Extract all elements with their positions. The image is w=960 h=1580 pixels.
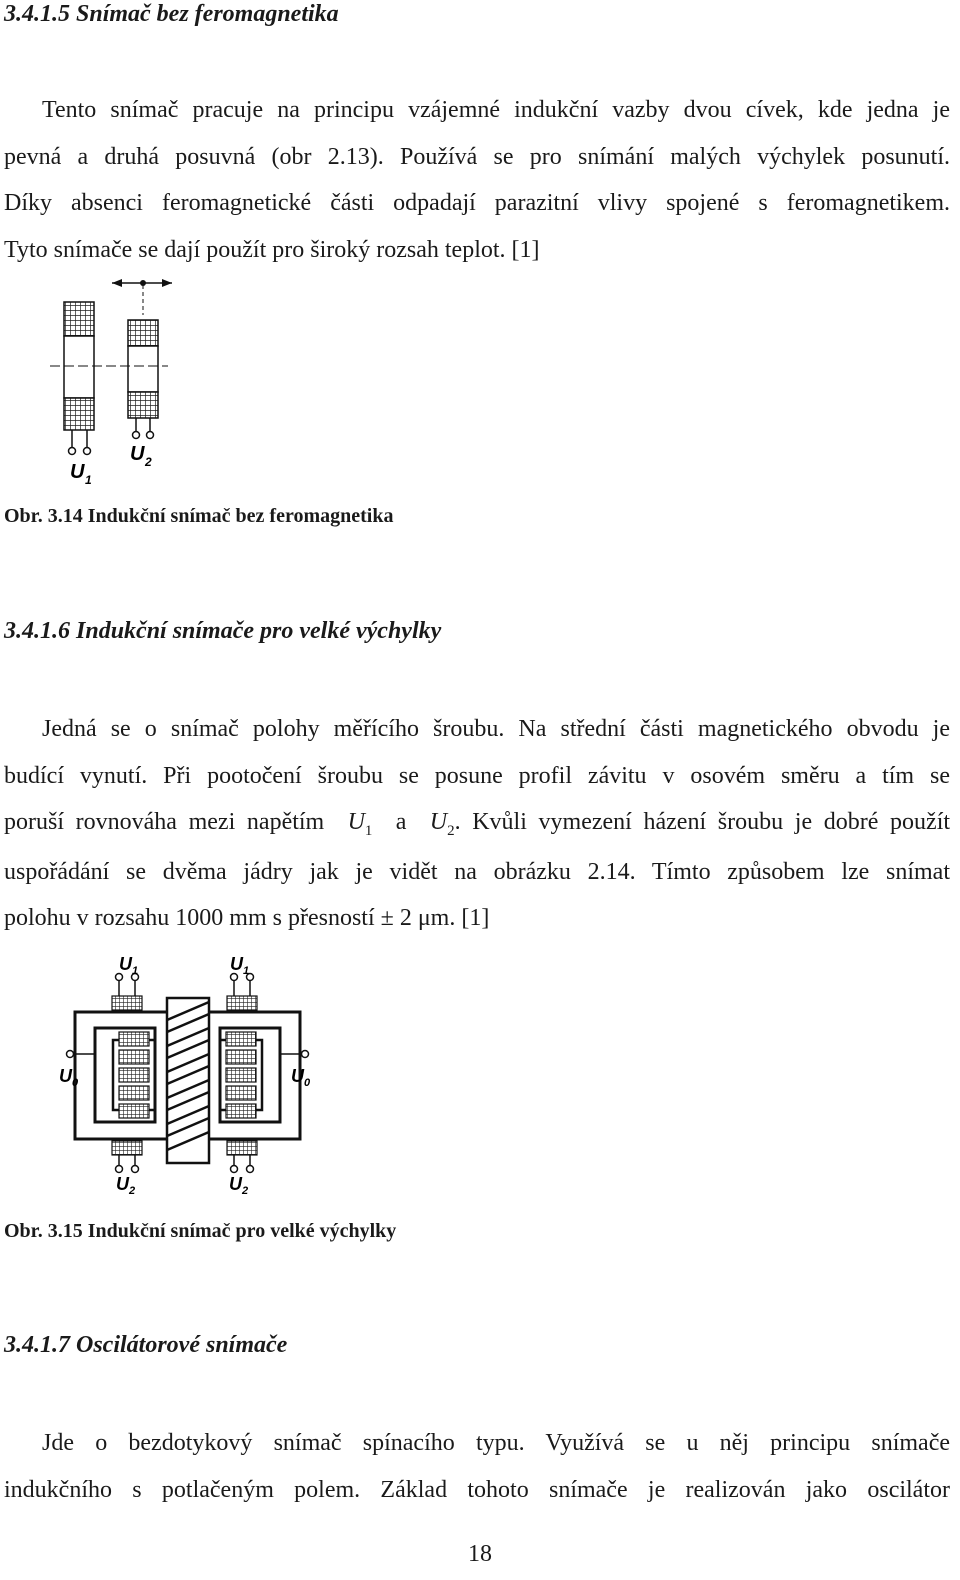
- paragraph-line: indukčního s potlačeným polem. Základ tohoto snímače je realizován jako oscilátor: [4, 1476, 950, 1503]
- label-u0-right: U: [291, 1066, 304, 1086]
- label-u1-left: U: [119, 954, 132, 974]
- section2-paragraph: [4, 706, 950, 942]
- paragraph-line: Jde o bezdotykový snímač spínacího typu. Využívá se u něj principu snímače: [42, 1430, 950, 1456]
- label-u0-left: U: [59, 1066, 72, 1086]
- label-u1-right: U: [230, 954, 243, 974]
- subscript-2: 2: [447, 823, 455, 839]
- label-u2: U: [130, 443, 145, 465]
- section-heading-3-4-1-7: 3.4.1.7 Oscilátorové snímače: [4, 1332, 288, 1358]
- text-fragment: a: [395, 809, 407, 835]
- paragraph-line: pevná a druhá posuvná (obr 2.13). Používá se pro snímání malých výchylek posunutí.: [4, 143, 950, 170]
- figure-inductive-sensor-large-displacement: [55, 950, 325, 1195]
- paragraph-line: Díky absenci feromagnetické části odpadají parazitní vlivy spojené s feromagnetikem.: [4, 190, 950, 216]
- page-number: 18: [468, 1541, 492, 1567]
- figure-caption-3-15: Obr. 3.15 Indukční snímač pro velké výchylky: [4, 1220, 397, 1242]
- paragraph-line: Jedná se o snímač polohy měřícího šroubu. Na střední části magnetického obvodu je: [42, 716, 950, 742]
- label-u1-left-subscript: 1: [132, 965, 139, 977]
- label-u0-right-subscript: 0: [304, 1077, 311, 1089]
- label-u2-subscript: 2: [145, 455, 152, 469]
- label-u0-left-subscript: 0: [72, 1077, 79, 1089]
- paragraph-line: uspořádání se dvěma jádry jak je vidět na obrázku 2.14. Tímto způsobem lze snímat: [4, 858, 950, 885]
- paragraph-line: Tento snímač pracuje na principu vzájemné indukční vazby dvou cívek, kde jedna je: [42, 97, 950, 123]
- text-fragment: poruší rovnováha mezi napětím: [4, 809, 325, 835]
- label-u2-left: U: [116, 1174, 129, 1194]
- paragraph-line-with-formula: [4, 799, 950, 849]
- paragraph-line: polohu v rozsahu 1000 mm s přesností ± 2 μm. [1]: [4, 905, 490, 931]
- label-u2-right-subscript: 2: [242, 1185, 249, 1195]
- variable-u1: U: [347, 809, 365, 835]
- section-heading-3-4-1-5: 3.4.1.5 Snímač bez feromagnetika: [4, 1, 339, 27]
- variable-u2: U: [429, 809, 448, 835]
- label-u2-left-subscript: 2: [129, 1185, 136, 1195]
- label-u1: U: [70, 461, 85, 483]
- section-heading-3-4-1-6: 3.4.1.6 Indukční snímače pro velké výchylky: [4, 618, 442, 644]
- figure-inductive-sensor-without-ferromagnetic: [40, 275, 200, 490]
- label-u1-right-subscript: 1: [243, 965, 250, 977]
- section1-paragraph: [4, 87, 950, 273]
- paragraph-line: Tyto snímače se dají použít pro široký rozsah teplot. [1]: [4, 236, 540, 263]
- section3-paragraph: [4, 1420, 950, 1513]
- label-u1-subscript: 1: [85, 473, 92, 487]
- figure-caption-3-14: Obr. 3.14 Indukční snímač bez feromagnetika: [4, 505, 394, 527]
- paragraph-line: budící vynutí. Při pootočení šroubu se posune profil závitu v osovém směru a tím se: [4, 762, 950, 789]
- label-u2-right: U: [229, 1174, 242, 1194]
- subscript-1: 1: [364, 823, 373, 839]
- text-fragment: . Kvůli vymezení házení šroubu je dobré použít: [454, 809, 951, 835]
